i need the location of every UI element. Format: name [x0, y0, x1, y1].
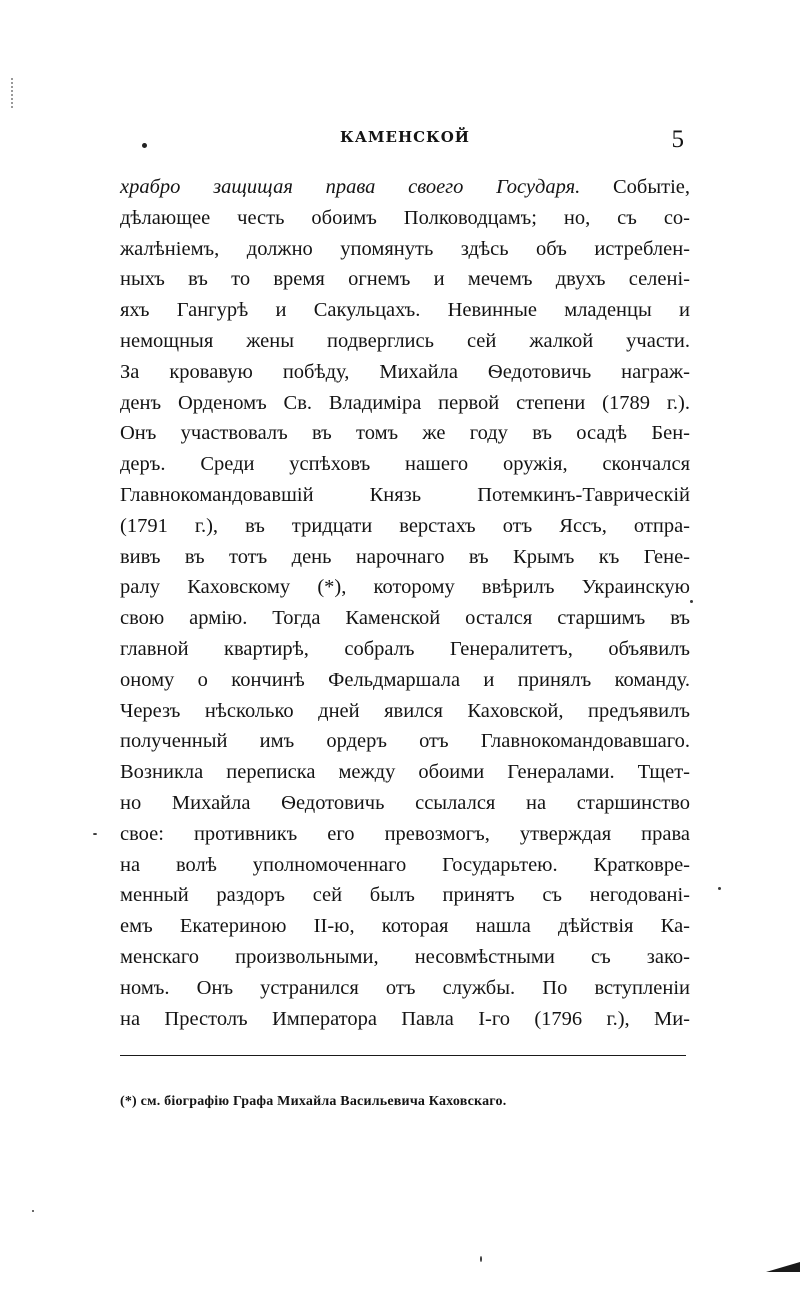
italic-phrase: храбро защищая права своего Государя. — [120, 176, 581, 198]
print-speck — [718, 887, 721, 890]
text-line: Онъ участвовалъ въ томъ же году въ осадѣ Бен- — [120, 422, 690, 445]
print-speck — [690, 600, 693, 603]
text-line: дѣлающее честь обоимъ Полководцамъ; но, съ со- — [120, 206, 690, 229]
text-line: Возникла переписка между обоими Генералами. Тщет- — [120, 761, 690, 784]
text-line: яхъ Гангурѣ и Сакульцахъ. Невинные младенцы и — [120, 299, 690, 322]
text-line: Главнокомандовавшій Князь Потемкинъ-Таврическій — [120, 483, 690, 506]
running-title: КАМЕНСКОЙ — [340, 128, 470, 146]
print-speck — [32, 1210, 34, 1212]
text-line: менскаго произвольными, несовмѣстными съ зако- — [120, 945, 690, 968]
text-line: храбро защищая права своего Государя. Событіе, — [120, 176, 690, 198]
print-speck — [480, 1256, 482, 1262]
text-line: главной квартирѣ, собралъ Генералитетъ, объявилъ — [120, 637, 690, 660]
print-speck — [93, 833, 97, 835]
text-line: но Михайла Ѳедотовичь ссылался на старшинство — [120, 791, 690, 814]
text-line: свою армію. Тогда Каменской остался старшимъ въ — [120, 607, 690, 630]
footnote: (*) см. біографію Графа Михайла Васильевича Каховскаго. — [120, 1094, 507, 1109]
text-line: ралу Каховскому (*), которому ввѣрилъ Украинскую — [120, 576, 690, 599]
text-line: номъ. Онъ устранился отъ службы. По вступленіи — [120, 976, 690, 999]
text-line: менный раздоръ сей былъ принятъ съ негодовані- — [120, 884, 690, 907]
text-line: на Престолъ Императора Павла I-го (1796 г.), Ми- — [120, 1007, 690, 1030]
running-header — [120, 126, 690, 158]
text-line: свое: противникъ его превозмогъ, утверждая права — [120, 822, 690, 845]
text-line: деръ. Среди успѣховъ нашего оружія, скончался — [120, 453, 690, 476]
text-line: ныхъ въ то время огнемъ и мечемъ двухъ селені- — [120, 268, 690, 291]
text-line: оному о кончинѣ Фельдмаршала и принялъ команду. — [120, 668, 690, 691]
text-line: Черезъ нѣсколько дней явился Каховской, предъявилъ — [120, 699, 690, 722]
body-text — [120, 172, 690, 1034]
text-line: денъ Орденомъ Св. Владиміра первой степени (1789 г.). — [120, 391, 690, 414]
text-line: емъ Екатериною II-ю, которая нашла дѣйствія Ка- — [120, 915, 690, 938]
text-line: За кровавую побѣду, Михайла Ѳедотовичь награж- — [120, 360, 690, 383]
margin-speckles — [11, 78, 15, 108]
page-number: 5 — [671, 126, 684, 153]
footnote-separator-rule — [120, 1055, 686, 1056]
page-corner-mark — [766, 1262, 800, 1272]
text-line: вивъ въ тотъ день нарочнаго въ Крымъ къ Гене- — [120, 545, 690, 568]
text-line: жалѣніемъ, должно упомянуть здѣсь объ истреблен- — [120, 237, 690, 260]
text-line: полученный имъ ордеръ отъ Главнокомандовавшаго. — [120, 730, 690, 753]
text-line: немощныя жены подверглись сей жалкой участи. — [120, 329, 690, 352]
text-line: на волѣ уполномоченнаго Государьтею. Кратковре- — [120, 853, 690, 876]
text-line: (1791 г.), въ тридцати верстахъ отъ Яссъ, отпра- — [120, 514, 690, 537]
